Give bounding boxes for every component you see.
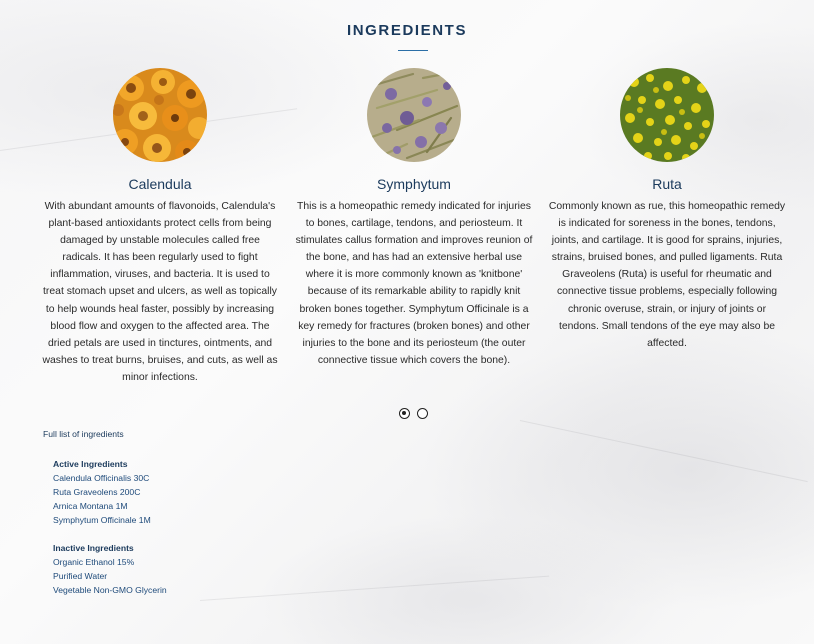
title-underline <box>398 50 428 51</box>
ingredient-name: Ruta <box>652 176 682 192</box>
list-item: Vegetable Non-GMO Glycerin <box>53 585 167 595</box>
ruta-image <box>620 68 714 162</box>
carousel-dot-2[interactable] <box>417 408 428 419</box>
active-ingredients-list <box>53 457 151 527</box>
calendula-image <box>113 68 207 162</box>
ingredient-description: This is a homeopathic remedy indicated for injuries to bones, cartilage, tendons, and periosteum. It stimulates callus formation and improves reunion of the bone, and has had an extensive herbal use where it is more commonly known as 'knitbone' because of its remarkable ability to rapidly knit broken bones together. Symphytum Officinale is a key remedy for fractures (broken bones) and other injuries to the bone and its periosteum (the outer connective tissue which covers the bone). <box>295 201 533 366</box>
list-item: Arnica Montana 1M <box>53 501 128 511</box>
list-item: Symphytum Officinale 1M <box>53 515 151 525</box>
marble-vein <box>200 576 549 601</box>
ingredient-card-ruta <box>547 68 787 352</box>
ingredient-name: Calendula <box>128 176 192 192</box>
symphytum-image <box>367 68 461 162</box>
inactive-ingredients-heading: Inactive Ingredients <box>53 543 134 553</box>
marble-vein <box>520 420 808 482</box>
ingredient-description: With abundant amounts of flavonoids, Calendula's plant-based antioxidants protect cells from being damaged by unstable molecules called free radicals. It has been regularly used to fight inflammation, viruses, and bacteria. It is used to treat stomach upset and ulcers, as well as topically to help wounds heal faster, possibly by increasing blood flow and oxygen to the affected area. The dried petals are used in tinctures, ointments, and washes to treat burns, bruises, and cuts, as well as minor infections. <box>42 201 278 383</box>
list-item: Organic Ethanol 15% <box>53 557 135 567</box>
inactive-ingredients-list <box>53 541 167 597</box>
section-title: INGREDIENTS <box>346 22 468 39</box>
carousel-pagination <box>399 408 428 419</box>
ingredient-description: Commonly known as rue, this homeopathic remedy is indicated for soreness in the bones, tendons, joints, and cartilage. It is good for sprains, injuries, strains, bruised bones, and pulled ligaments. Ruta Graveolens (Ruta) is useful for rheumatic and connective tissue problems, especially following chronic overuse, strain, or injury of joints or tendons. Small tendons of the eye may also be affected. <box>548 201 786 349</box>
ingredient-card-symphytum <box>294 68 534 369</box>
full-list-toggle[interactable]: Full list of ingredients <box>43 429 124 439</box>
ingredient-card-calendula <box>40 68 280 386</box>
active-ingredients-heading: Active Ingredients <box>53 459 128 469</box>
list-item: Ruta Graveolens 200C <box>53 487 141 497</box>
list-item: Calendula Officinalis 30C <box>53 473 150 483</box>
ingredient-name: Symphytum <box>377 176 451 192</box>
carousel-dot-1[interactable] <box>399 408 410 419</box>
list-item: Purified Water <box>53 571 108 581</box>
